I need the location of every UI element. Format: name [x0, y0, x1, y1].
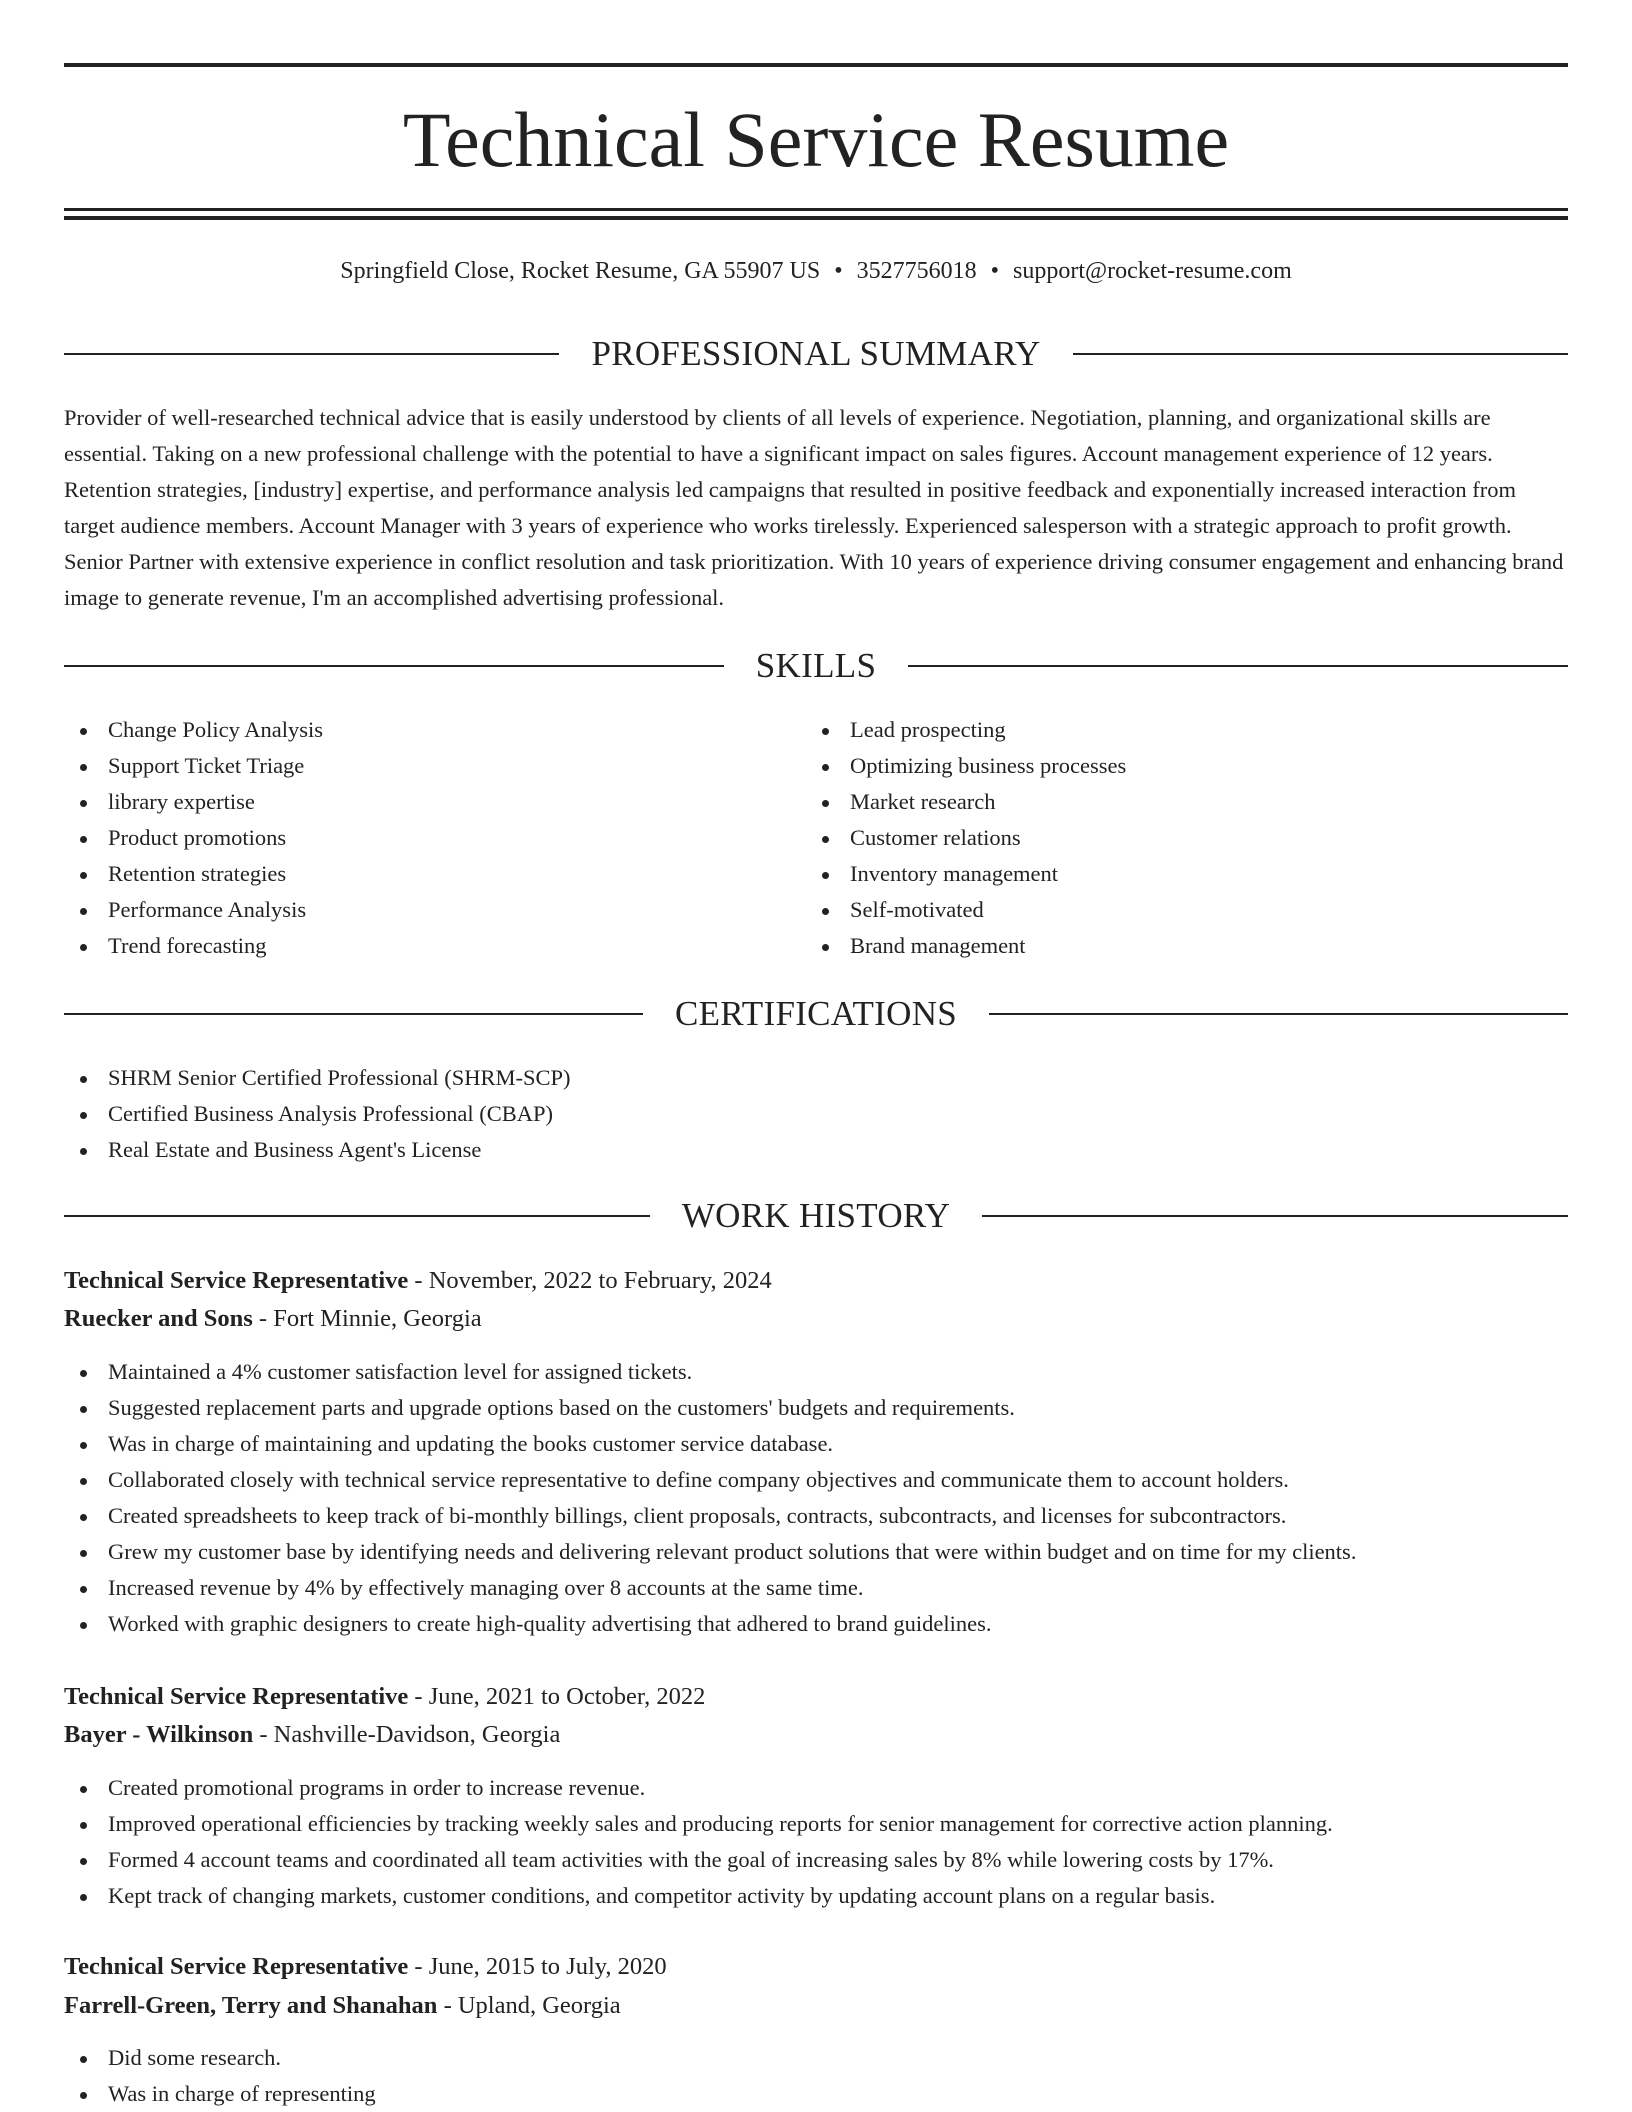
- skill-item: Product promotions: [64, 820, 804, 856]
- work-history-heading: [64, 1196, 1568, 1236]
- skill-item: Change Policy Analysis: [64, 712, 804, 748]
- job-title-line: [64, 1948, 1568, 1986]
- work-history-heading-label: WORK HISTORY: [681, 1196, 951, 1235]
- contact-separator: •: [990, 258, 1000, 284]
- skill-item: Brand management: [806, 928, 1546, 964]
- certifications-list: [64, 1060, 1568, 1168]
- job-company: Bayer - Wilkinson: [64, 1721, 254, 1748]
- contact-separator: •: [834, 258, 843, 284]
- duty-item: Was in charge of maintaining and updating the books customer service database.: [64, 1426, 1568, 1462]
- duty-item: Worked with graphic designers to create high-quality advertising that adhered to brand guidelines.: [64, 1606, 1568, 1642]
- skill-item: Self-motivated: [806, 892, 1546, 928]
- duty-item: Increased revenue by 4% by effectively managing over 8 accounts at the same time.: [64, 1570, 1568, 1606]
- top-rule: [64, 63, 1568, 67]
- job-location: - Nashville-Davidson, Georgia: [253, 1721, 561, 1748]
- certification-item: SHRM Senior Certified Professional (SHRM-SCP): [64, 1060, 1568, 1096]
- skills-heading: [64, 646, 1568, 686]
- heading-rule: [64, 353, 559, 355]
- heading-rule: [64, 665, 724, 667]
- job-company-line: [64, 1300, 1568, 1338]
- duty-item: Created spreadsheets to keep track of bi-monthly billings, client proposals, contracts, subcontracts, and licenses for subcontractors.: [64, 1498, 1568, 1534]
- skill-item: Retention strategies: [64, 856, 804, 892]
- job-title: Technical Service Representative: [64, 1267, 409, 1294]
- title-rule-thin: [64, 208, 1568, 211]
- duty-item: Was in charge of representing: [64, 2076, 1568, 2112]
- heading-rule: [64, 1215, 650, 1217]
- heading-rule: [989, 1013, 1568, 1015]
- summary-text: Provider of well-researched technical advice that is easily understood by clients of all levels of experience. Negotiation, planning, and organizational skills are essential. Taking on a new professional challenge with the potential to have a significant impact on sales figures. Account management experience of 12 years. Retention strategies, [industry] expertise, and performance analysis led campaigns that resulted in positive feedback and exponentially increased interaction from target audience members. Account Manager with 3 years of experience who works tirelessly. Experienced salesperson with a strategic approach to profit growth. Senior Partner with extensive experience in conflict resolution and task prioritization. With 10 years of experience driving consumer engagement and enhancing brand image to generate revenue, I'm an accomplished advertising professional.: [64, 405, 1564, 610]
- heading-rule: [982, 1215, 1568, 1217]
- resume-title: Technical Service Resume: [402, 96, 1230, 183]
- certification-item: Real Estate and Business Agent's License: [64, 1132, 1568, 1168]
- title-rule-thick: [64, 216, 1568, 220]
- skill-item: Performance Analysis: [64, 892, 804, 928]
- job-title-line: [64, 1678, 1568, 1716]
- summary-heading: [64, 334, 1568, 374]
- duty-item: Kept track of changing markets, customer conditions, and competitor activity by updating account plans on a regular basis.: [64, 1878, 1568, 1914]
- skills-list-left: [64, 712, 804, 964]
- certifications-heading-label: CERTIFICATIONS: [674, 994, 958, 1033]
- job-duties-list: [64, 1770, 1568, 1914]
- job-company: Ruecker and Sons: [64, 1305, 253, 1332]
- contact-phone: 3527756018: [856, 258, 977, 284]
- job-title: Technical Service Representative: [64, 1683, 409, 1710]
- job-company-line: [64, 1716, 1568, 1754]
- job-title: Technical Service Representative: [64, 1953, 409, 1980]
- contact-email: support@rocket-resume.com: [1013, 258, 1292, 284]
- skill-item: library expertise: [64, 784, 804, 820]
- job-company: Farrell-Green, Terry and Shanahan: [64, 1992, 438, 2019]
- heading-rule: [908, 665, 1568, 667]
- job-location: - Fort Minnie, Georgia: [252, 1305, 482, 1332]
- duty-item: Did some research.: [64, 2040, 1568, 2076]
- duty-item: Improved operational efficiencies by tracking weekly sales and producing reports for senior management for corrective action planning.: [64, 1806, 1568, 1842]
- skill-item: Support Ticket Triage: [64, 748, 804, 784]
- skill-item: Trend forecasting: [64, 928, 804, 964]
- duty-item: Suggested replacement parts and upgrade options based on the customers' budgets and requirements.: [64, 1390, 1568, 1426]
- job-duties-list: [64, 2040, 1568, 2112]
- heading-rule: [1073, 353, 1568, 355]
- skills-heading-label: SKILLS: [755, 646, 877, 685]
- certification-item: Certified Business Analysis Professional (CBAP): [64, 1096, 1568, 1132]
- job-location: - Upland, Georgia: [437, 1992, 621, 2019]
- certifications-heading: [64, 994, 1568, 1034]
- skill-item: Lead prospecting: [806, 712, 1546, 748]
- duty-item: Formed 4 account teams and coordinated all team activities with the goal of increasing sales by 8% while lowering costs by 17%.: [64, 1842, 1568, 1878]
- job-duties-list: [64, 1354, 1568, 1642]
- duty-item: Grew my customer base by identifying needs and delivering relevant product solutions that were within budget and on time for my clients.: [64, 1534, 1568, 1570]
- skill-item: Optimizing business processes: [806, 748, 1546, 784]
- heading-rule: [64, 1013, 643, 1015]
- job-dates: - June, 2021 to October, 2022: [408, 1683, 706, 1710]
- skills-list-right: [806, 712, 1546, 964]
- skill-item: Inventory management: [806, 856, 1546, 892]
- job-dates: - June, 2015 to July, 2020: [408, 1953, 667, 1980]
- job-title-line: [64, 1262, 1568, 1300]
- skill-item: Market research: [806, 784, 1546, 820]
- duty-item: Collaborated closely with technical service representative to define company objectives and communicate them to account holders.: [64, 1462, 1568, 1498]
- duty-item: Maintained a 4% customer satisfaction level for assigned tickets.: [64, 1354, 1568, 1390]
- duty-item: Created promotional programs in order to increase revenue.: [64, 1770, 1568, 1806]
- skill-item: Customer relations: [806, 820, 1546, 856]
- contact-line: [64, 254, 1568, 288]
- summary-heading-label: PROFESSIONAL SUMMARY: [591, 334, 1041, 373]
- job-company-line: [64, 1987, 1568, 2025]
- job-dates: - November, 2022 to February, 2024: [408, 1267, 772, 1294]
- contact-address: Springfield Close, Rocket Resume, GA 55907 US: [340, 258, 821, 284]
